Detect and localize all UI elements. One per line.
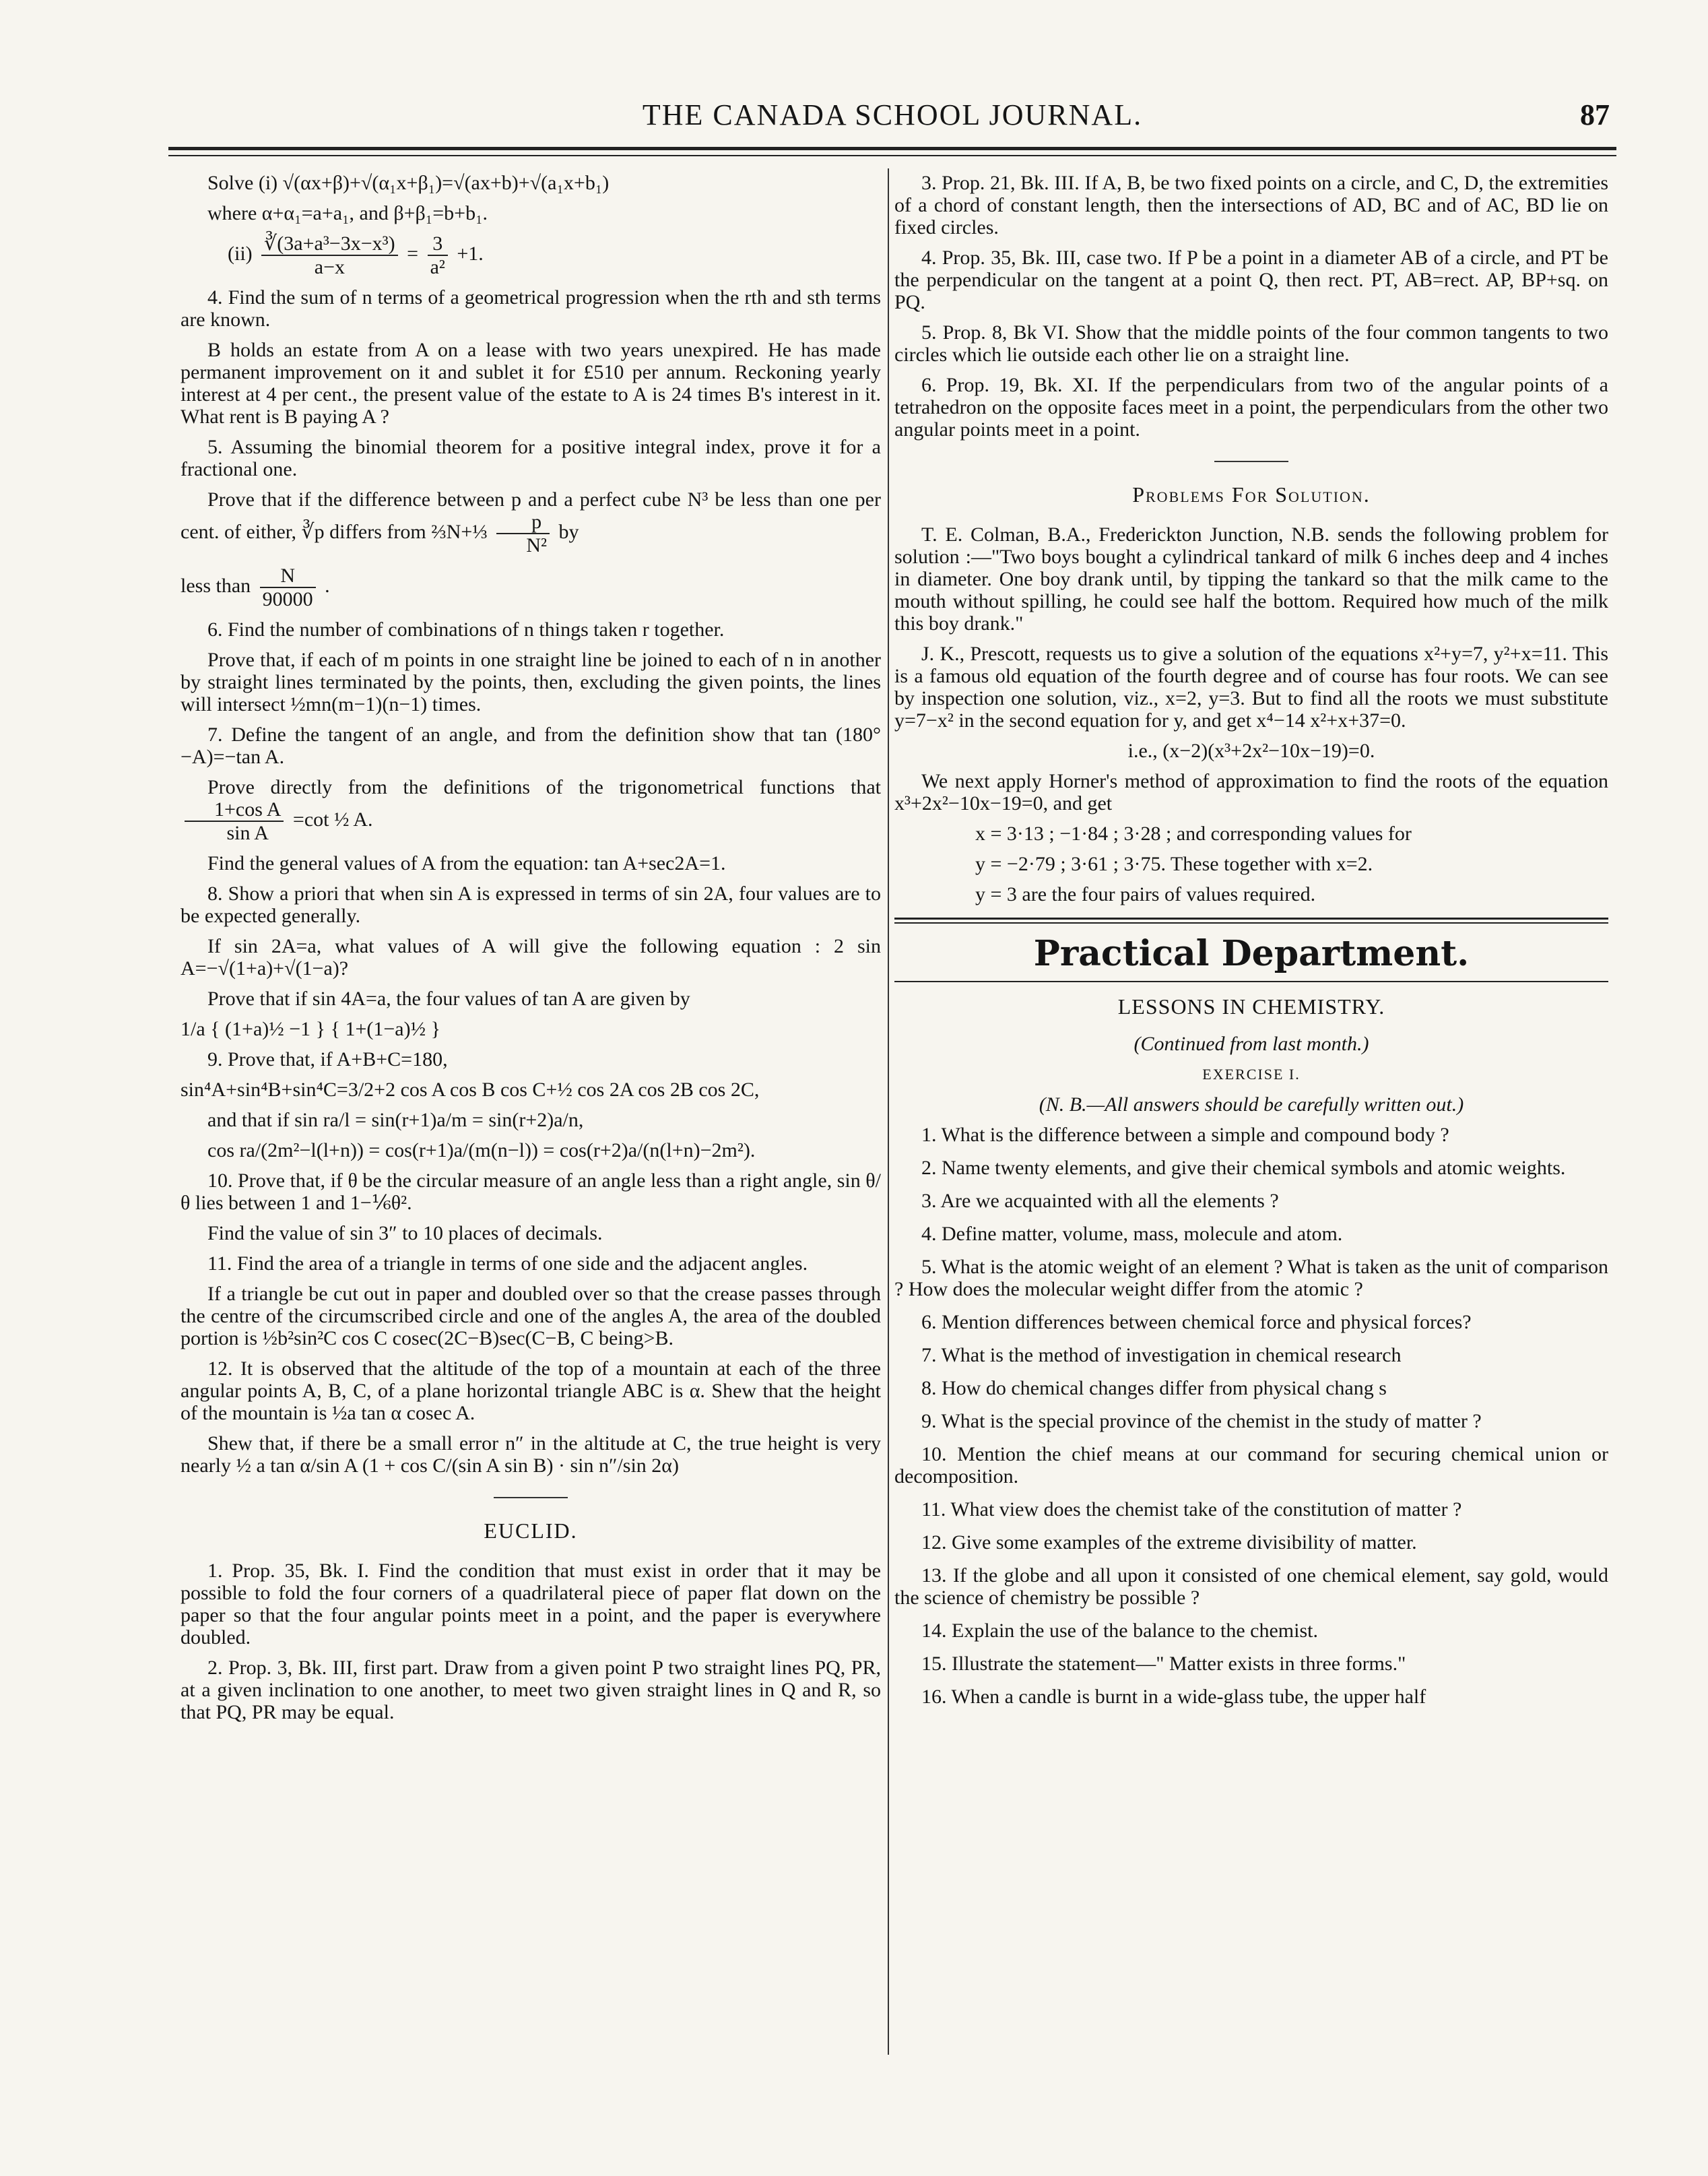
- chem-question: 11. What view does the chemist take of the constitution of matter ?: [921, 1498, 1462, 1521]
- chem-question: 13. If the globe and all upon it consisted of one chemical element, say gold, would the science of chemistry be possible ?: [894, 1564, 1608, 1609]
- problem-2-y-values: y = −2·79 ; 3·61 ; 3·75. These together with x=2.: [975, 853, 1373, 875]
- chem-question: 12. Give some examples of the extreme divisibility of matter.: [921, 1531, 1417, 1554]
- equation-line-3: [180, 232, 881, 278]
- eq-fraction-2: [428, 232, 448, 278]
- left-column: [180, 172, 881, 2125]
- question-12b: Shew that, if there be a small error n″ in the altitude at C, the true height is very nearly ½ a tan α/sin A (1 + cos C/(sin A sin B) · sin n″/sin 2α): [180, 1432, 881, 1477]
- eq-den-2: a²: [430, 256, 445, 278]
- exercise-heading: EXERCISE I.: [1202, 1066, 1301, 1083]
- equation-line-1: Solve (i) √(αx+β)+√(α₁x+β₁)=√(ax+b)+√(a₁x+b₁): [207, 172, 610, 194]
- eq-fraction: [261, 232, 397, 278]
- q5c-den: 90000: [262, 588, 313, 610]
- euclid-2: 2. Prop. 3, Bk. III, first part. Draw from a given point P two straight lines PQ, PR, at a given inclination to one another, to meet two given straight lines in Q and R, so that PQ, PR may be equal.: [180, 1657, 881, 1723]
- chem-question: 5. What is the atomic weight of an element ? What is taken as the unit of comparison ? How does the molecular weight differ from the atomic ?: [894, 1256, 1608, 1300]
- problem-2-conclusion: y = 3 are the four pairs of values required.: [975, 883, 1316, 905]
- question-8c: Prove that if sin 4A=a, the four values of tan A are given by: [207, 988, 690, 1010]
- nb-note: (N. B.—All answers should be carefully written out.): [1039, 1093, 1464, 1116]
- problems-title: Problems For Solution.: [1132, 482, 1371, 507]
- department-rule-thin: [894, 922, 1608, 924]
- chem-question: 10. Mention the chief means at our command for securing chemical union or decomposition.: [894, 1443, 1608, 1487]
- question-11b: If a triangle be cut out in paper and doubled over so that the crease passes through the centre of the circumscribed circle and one of the angles A, the area of the doubled portion is ½b²sin²C cos C cosec(2C−B)sec(C−B, C being>B.: [180, 1283, 881, 1349]
- question-9: 9. Prove that, if A+B+C=180,: [207, 1048, 448, 1070]
- page-header: [168, 81, 1616, 141]
- q5c-tail: .: [325, 574, 330, 597]
- right-column: [894, 172, 1608, 2125]
- euclid-title: EUCLID.: [484, 1518, 578, 1543]
- q5b-fraction: [496, 511, 550, 556]
- eq-num: ∛(3a+a³−3x−x³): [261, 232, 397, 256]
- department-underline: [894, 981, 1608, 982]
- column-divider: [888, 168, 889, 2055]
- chem-question: 2. Name twenty elements, and give their chemical symbols and atomic weights.: [921, 1157, 1566, 1179]
- journal-title: THE CANADA SCHOOL JOURNAL.: [642, 98, 1143, 131]
- chem-question: 4. Define matter, volume, mass, molecule and atom.: [921, 1223, 1343, 1245]
- q5b-num: p: [496, 511, 550, 534]
- question-8d: 1/a { (1+a)½ −1 } { 1+(1−a)½ }: [180, 1018, 441, 1040]
- continued-note: (Continued from last month.): [1134, 1033, 1369, 1055]
- header-rule-thick: [168, 147, 1616, 150]
- question-8: 8. Show a priori that when sin A is expressed in terms of sin 2A, four values are to be expected generally.: [180, 883, 881, 927]
- problem-2-factor: i.e., (x−2)(x³+2x²−10x−19)=0.: [1127, 740, 1375, 762]
- question-7c: Find the general values of A from the equation: tan A+sec2A=1.: [207, 852, 726, 874]
- question-10: 10. Prove that, if θ be the circular measure of an angle less than a right angle, sin θ/θ lies between 1 and 1−⅙θ².: [180, 1170, 881, 1214]
- equation-line-2: where α+α₁=a+a₁, and β+β₁=b+b₁.: [207, 202, 488, 224]
- problem-2-x-values: x = 3·13 ; −1·84 ; 3·28 ; and corresponding values for: [975, 823, 1412, 845]
- question-7: 7. Define the tangent of an angle, and from the definition show that tan (180°−A)=−tan A.: [180, 724, 881, 768]
- chem-question: 9. What is the special province of the chemist in the study of matter ?: [921, 1410, 1482, 1432]
- euclid-4: 4. Prop. 35, Bk. III, case two. If P be a point in a diameter AB of a circle, and PT be the perpendicular on the tangent at a point Q, then rect. PT, AB=rect. AP, BP+sq. on PQ.: [894, 247, 1608, 313]
- section-rule: [494, 1497, 568, 1498]
- question-12: 12. It is observed that the altitude of the top of a mountain at each of the three angular points A, B, C, of a plane horizontal triangle ABC is α. Shew that the height of the mountain is ½a tan α cosec A.: [180, 1357, 881, 1424]
- chem-question: 14. Explain the use of the balance to the chemist.: [921, 1620, 1318, 1642]
- chem-question: 3. Are we acquainted with all the elements ?: [921, 1190, 1279, 1212]
- chem-question: 8. How do chemical changes differ from physical chang s: [921, 1377, 1387, 1399]
- q5b-tail: by: [558, 520, 579, 543]
- euclid-5: 5. Prop. 8, Bk VI. Show that the middle points of the four common tangents to two circles which lie outside each other lie on a straight line.: [894, 321, 1608, 366]
- q5c-text: less than: [180, 574, 251, 597]
- question-5b: [180, 488, 881, 556]
- question-6b: Prove that, if each of m points in one straight line be joined to each of n in another by straight lines terminated by the points, then, excluding the given points, the lines will intersect ½mn(m−1)(n−1) times.: [180, 649, 881, 715]
- header-rule-thin: [168, 155, 1616, 156]
- department-rule-thick: [894, 918, 1608, 920]
- problem-2: J. K., Prescott, requests us to give a solution of the equations x²+y=7, y²+x=11. This is a famous old equation of the fourth degree and of course has four roots. We can see by inspection one solution, viz., x=2, y=3. But to find all the roots we must substitute y=7−x² in the second equation for y, and get x⁴−14 x²+x+37=0.: [894, 643, 1608, 732]
- chem-question: 6. Mention differences between chemical force and physical forces?: [921, 1311, 1472, 1333]
- question-11: 11. Find the area of a triangle in terms of one side and the adjacent angles.: [207, 1252, 808, 1275]
- question-5: 5. Assuming the binomial theorem for a positive integral index, prove it for a fractional one.: [180, 436, 881, 480]
- eq-num-2: 3: [428, 232, 448, 256]
- q5c-fraction: [260, 565, 316, 610]
- section-rule-2: [1214, 461, 1288, 462]
- department-title: Practical Department.: [1033, 933, 1470, 974]
- chem-question: 16. When a candle is burnt in a wide-glass tube, the upper half: [921, 1686, 1426, 1708]
- question-9c: and that if sin ra/l = sin(r+1)a/m = sin(r+2)a/n,: [207, 1109, 584, 1131]
- lesson-title: LESSONS IN CHEMISTRY.: [1117, 994, 1385, 1019]
- question-6: 6. Find the number of combinations of n things taken r together.: [207, 618, 725, 641]
- q5c-num: N: [260, 565, 316, 588]
- euclid-1: 1. Prop. 35, Bk. I. Find the condition that must exist in order that it may be possible to fold the four corners of a quadrilateral piece of paper flat down on the paper so that the four angular points meet in a point, and the paper is everywhere doubled.: [180, 1560, 881, 1649]
- q7b-tail: =cot ½ A.: [292, 808, 373, 831]
- eq-tail: +1.: [457, 242, 484, 265]
- question-4b: B holds an estate from A on a lease with two years unexpired. He has made permanent improvement on it and sublet it for £510 per annum. Reckoning yearly interest at 4 per cent., the present value of the estate to A is 24 times B's interest in it. What rent is B paying A ?: [180, 339, 881, 428]
- q5b-den: N²: [526, 534, 547, 556]
- eq-den: a−x: [314, 256, 346, 278]
- eq-label: (ii): [228, 242, 253, 265]
- chem-question: 7. What is the method of investigation in chemical research: [921, 1344, 1402, 1366]
- page-number: 87: [1580, 98, 1610, 131]
- question-10b: Find the value of sin 3″ to 10 places of decimals.: [207, 1222, 603, 1244]
- question-8b: If sin 2A=a, what values of A will give the following equation : 2 sin A=−√(1+a)+√(1−a)?: [180, 935, 881, 980]
- euclid-6: 6. Prop. 19, Bk. XI. If the perpendiculars from two of the angular points of a tetrahedron on the opposite faces meet in a point, the perpendiculars from the other two angular points meet in a point.: [894, 374, 1608, 441]
- q7b-text: Prove directly from the definitions of the trigonometrical functions that: [207, 776, 881, 798]
- question-9b: sin⁴A+sin⁴B+sin⁴C=3/2+2 cos A cos B cos C+½ cos 2A cos 2B cos 2C,: [180, 1079, 760, 1101]
- q7b-num: 1+cos A: [185, 798, 284, 822]
- q5b-text: Prove that if the difference between p and a perfect cube N³ be less than one per cent. of either, ∛p differs from ⅔N+⅓: [180, 488, 881, 543]
- problem-2-horner: We next apply Horner's method of approximation to find the roots of the equation x³+2x²−10x−19=0, and get: [894, 770, 1608, 814]
- question-9d: cos ra/(2m²−l(l+n)) = cos(r+1)a/(m(n−l)) = cos(r+2)a/(n(l+n)−2m²).: [207, 1139, 756, 1161]
- eq-equals: =: [407, 242, 419, 265]
- q7b-den: sin A: [226, 822, 269, 844]
- question-5c: [180, 565, 881, 610]
- euclid-3: 3. Prop. 21, Bk. III. If A, B, be two fixed points on a circle, and C, D, the extremities of a chord of constant length, then the intersections of AD, BC and of AC, BD lie on fixed circles.: [894, 172, 1608, 238]
- problem-1: T. E. Colman, B.A., Frederickton Junction, N.B. sends the following problem for solution :—"Two boys bought a cylindrical tankard of milk 6 inches deep and 4 inches in diameter. One boy drank until, by tipping the tankard so that the milk came to the mouth without spilling, he could see half the bottom. Required how much of the milk this boy drank.": [894, 523, 1608, 635]
- question-7b: [180, 776, 881, 844]
- q7b-fraction: [185, 798, 284, 844]
- question-4: 4. Find the sum of n terms of a geometrical progression when the rth and sth terms are known.: [180, 286, 881, 331]
- chem-question: 1. What is the difference between a simple and compound body ?: [921, 1124, 1449, 1146]
- chem-question: 15. Illustrate the statement—" Matter exists in three forms.": [921, 1653, 1406, 1675]
